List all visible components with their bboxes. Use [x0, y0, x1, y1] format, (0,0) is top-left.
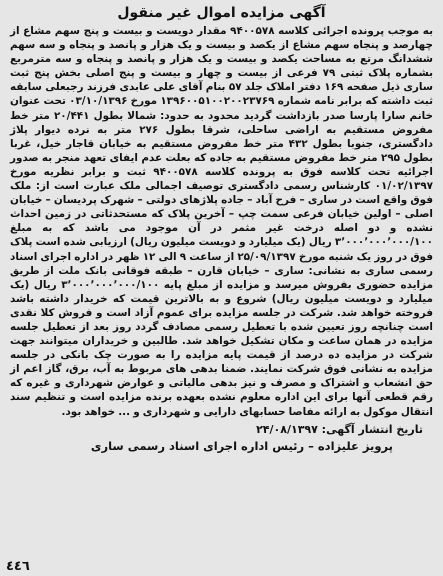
corner-marks: ٤٤٦ — [6, 559, 30, 574]
signature: پرویز علیزاده – رئیس اداره اجرای اسناد رسمی ساری — [90, 438, 393, 453]
notice-title: آگهی مزایده اموال غیر منقول — [117, 5, 326, 21]
publication-date: تاریخ انتشار آگهی: ۲۴/۰۸/۱۳۹۷ — [256, 422, 423, 436]
notice-body: به موجب پرونده اجرائی کلاسه ۹۴۰۰۵۷۸ مقدار دویست و بیست و پنج سهم مشاع از چهارصد و پنجاه سهم مشاع از یکصد و بیست و یک هزار و پانصد و پنجاه و سه سهم ششدانگ مرتع به مساحت یکصد و بیست و یک هزار و پانصد و پنجاه و سه مترمربع بشماره پلاک ثبتی ۷۹ فرعی از بیست و چهار و بیست و پنج اصلی بخش پنج ثبت ساری ذیل صفحه ۱۶۹ دفتر املاک جلد ۵۷ بنام آقای علی عابدی فرزند رجبعلی سابقه ثبت داشته که برابر نامه شماره ۱۳۹۶۰۰۵۱۰۰۲۰۰۲۳۷۶۹ مورخ ۰۳/۱۰/۱۳۹۶ تحت عنوان خانم سارا پارسا صدر بازداشت گردید محدود به حدود: شمالا بطول ۲۰/۴۴۱ متر خط مفروض مستقیم به اراضی ساحلی، شرقا بطول ۲۷۶ متر به نرده دیوار پلاژ دادگستری، جنوبا بطول ۴۳۲ متر خط مفروض مستقیم به خیابان قاجار خیل، غربا بطول ۲۹۵ متر خط مفروض مستقیم به جاده که بعلت عدم ایفای تعهد منجر به صدور اجرائیه تحت کلاسه فوق به پرونده کلاسه ۹۴۰۰۵۷۸ ثبت و برابر نظریه مورخ ۰۱/۰۲/۱۳۹۷ کارشناس رسمی دادگستری توصیف اجمالی ملک عبارت است از: ملک فوق واقع است در ساری – فرح آباد – جاده پلاژهای دولتی – شهرک پردیسان – خیابان اصلی – اولین خیابان فرعی سمت چپ – آخرین پلاک که مستحدثاتی در زمین احداث نشده و دو اصله درخت غیر مثمر در آن موجود می باشد که به مبلغ ۳٬۰۰۰٬۰۰۰٬۰۰۰/۱۰۰ ریال (یک میلیارد و دویست میلیون ریال) ارزیابی شده است پلاک فوق در روز یک شنبه مورخ ۲۵/۰۹/۱۳۹۷ از ساعت ۹ الی ۱۲ ظهر در اداره اجرای اسناد رسمی ساری به نشانی: ساری – خیابان قارن – طبقه فوقانی بانک ملت از طریق مزایده حضوری بفروش میرسد و مزایده از مبلغ پایه ۳٬۰۰۰٬۰۰۰٬۰۰۰/۱۰۰ ریال (یک میلیارد و دویست میلیون ریال) شروع و به بالاترین قیمت که خریدار داشته باشد فروخته خواهد شد. شرکت در جلسه مزایده برای عموم آزاد است و فروش کلا نقدی است چنانچه روز تعیین شده با تعطیل رسمی مصادف گردد روز بعد از تعطیل جلسه مزایده در همان ساعت و مکان تشکیل خواهد شد. طالبین و خریداران میتوانند جهت شرکت در مزایده ده درصد از قیمت پایه مزایده را به صورت چک بانکی در جلسه مزایده به نشانی فوق شرکت نمایند. ضمنا بدهی های مربوط به آب، برق، گاز اعم از حق انشعاب و اشتراک و مصرف و نیز بدهی مالیاتی و عوارض شهرداری و غیره که رقم قطعی آنها برای این اداره معلوم نشده بعهده برنده مزایده است و تنظیم سند انتقال موکول به ارائه مفاصا حسابهای دارایی و شهرداری و ... خواهد بود. — [10, 25, 434, 418]
